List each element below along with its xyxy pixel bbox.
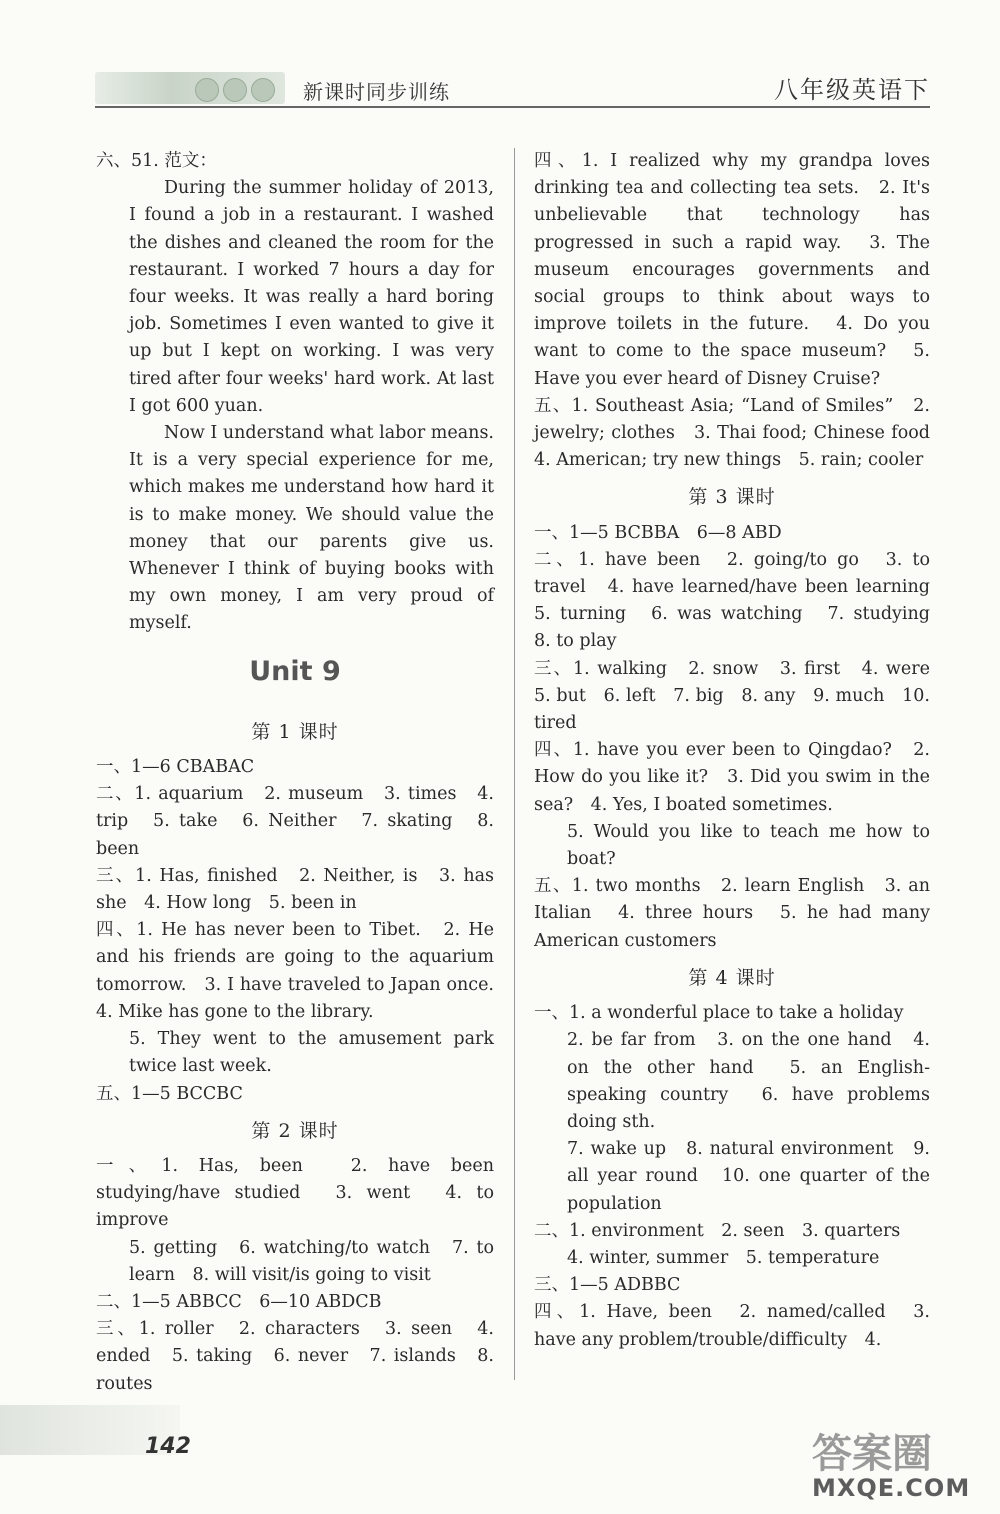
answer-line: 四、1. He has never been to Tibet. 2. He and his friends are going to the aquarium tomorrow. 3. I have traveled to Japan once. 4. Mike has gone to the library. bbox=[96, 920, 512, 1022]
right-column bbox=[534, 148, 948, 1354]
column-divider bbox=[514, 148, 515, 1380]
decor-circle-icon bbox=[195, 78, 219, 102]
answer-line: 五、1—5 BCCBC bbox=[96, 1083, 243, 1104]
answer-line: 一、1. a wonderful place to take a holiday bbox=[534, 1003, 904, 1024]
answer-line: 二、1—5 ABBCC 6—10 ABDCB bbox=[96, 1291, 382, 1312]
answer-line: 5. getting 6. watching/to watch 7. to learn 8. will visit/is going to visit bbox=[129, 1237, 494, 1285]
answer-line: 三、1. roller 2. characters 3. seen 4. ended 5. taking 6. never 7. islands 8. routes bbox=[96, 1319, 494, 1394]
essay-paragraph-1: During the summer holiday of 2013, I found a job in a restaurant. I washed the dishes and cleaned the room for the restaurant. I worked 7 hours a day for four weeks. It was really a hard boring job. Sometimes I even wanted to give it up but I kept on working. I was very tired after four weeks' hard work. At last I got 600 yuan. bbox=[129, 178, 494, 416]
watermark-url: MXQE.COM bbox=[812, 1474, 971, 1502]
lesson-3-title: 第 3 课时 bbox=[688, 486, 776, 509]
decor-circle-icon bbox=[251, 78, 275, 102]
lesson-1-title: 第 1 课时 bbox=[251, 720, 339, 743]
answer-line: 五、1. Southeast Asia; “Land of Smiles” 2. jewelry; clothes 3. Thai food; Chinese food 4. American; try new things 5. rain; cooler bbox=[534, 395, 948, 471]
answer-line: 四、1. I realized why my grandpa loves drinking tea and collecting tea sets. 2. It's unbelievable that technology has progressed in such a rapid way. 3. The museum encourages governments and social groups to think about ways to improve toilets in the future. 4. Do you want to come to the space museum? 5. Have you ever heard of Disney Cruise? bbox=[534, 151, 930, 389]
watermark bbox=[812, 1422, 984, 1502]
answer-line: 一、1—6 CBABAC bbox=[96, 757, 255, 778]
answer-line: 5. Would you like to teach me how to boat? bbox=[567, 821, 930, 870]
answer-line: 三、1. walking 2. snow 3. first 4. were 5. but 6. left 7. big 8. any 9. much 10. tired bbox=[534, 658, 948, 734]
answer-line: 一、1—5 BCBBA 6—8 ABD bbox=[534, 522, 782, 543]
left-column bbox=[96, 148, 512, 1398]
answer-line: 四、1. Have, been 2. named/called 3. have any problem/trouble/difficulty 4. bbox=[534, 1302, 930, 1350]
answer-line: 二、1. aquarium 2. museum 3. times 4. trip 5. take 6. Neither 7. skating 8. been bbox=[96, 784, 494, 859]
answer-line: 二、1. environment 2. seen 3. quarters bbox=[534, 1220, 901, 1241]
page-number: 142 bbox=[145, 1434, 191, 1459]
answer-line: 四、1. have you ever been to Qingdao? 2. How do you like it? 3. Did you swim in the sea? 4. Yes, I boated sometimes. bbox=[534, 740, 930, 815]
answer-line: 二、1. have been 2. going/to go 3. to travel 4. have learned/have been learning 5. turning 6. was watching 7. studying 8. to play bbox=[534, 549, 948, 652]
answer-line: 三、1—5 ADBBC bbox=[534, 1275, 681, 1296]
answer-line: 5. They went to the amusement park twice last week. bbox=[129, 1029, 494, 1077]
answer-line: 7. wake up 8. natural environment 9. all year round 10. one quarter of the population bbox=[567, 1139, 930, 1214]
section-six-intro: 六、51. 范文： bbox=[96, 151, 217, 171]
answer-line: 2. be far from 3. on the one hand 4. on the other hand 5. an English-speaking country 6. have problems doing sth. bbox=[567, 1030, 930, 1132]
page-header bbox=[95, 68, 930, 112]
unit-title: Unit 9 bbox=[249, 655, 341, 687]
subject-label: 八年级英语下 bbox=[774, 76, 930, 104]
answer-line: 4. winter, summer 5. temperature bbox=[567, 1247, 880, 1268]
answer-line: 五、1. two months 2. learn English 3. an Italian 4. three hours 5. he had many American customers bbox=[534, 876, 930, 951]
essay-paragraph-2: Now I understand what labor means. It is a very special experience for me, which makes me understand how hard it is to make money. We should value the money that our parents give us. Whenever I think of buying books with my own money, I am very proud of myself. bbox=[129, 423, 494, 634]
book-title: 新课时同步训练 bbox=[303, 80, 450, 104]
decor-circle-icon bbox=[223, 78, 247, 102]
header-decoration bbox=[95, 72, 285, 104]
answer-line: 三、1. Has, finished 2. Neither, is 3. has she 4. How long 5. been in bbox=[96, 865, 494, 914]
answer-line: 一、1. Has, been 2. have been studying/have studied 3. went 4. to improve bbox=[96, 1155, 494, 1231]
lesson-4-title: 第 4 课时 bbox=[688, 966, 776, 989]
header-divider bbox=[95, 106, 930, 108]
lesson-2-title: 第 2 课时 bbox=[251, 1119, 339, 1142]
watermark-logo: 答案圈 bbox=[812, 1431, 932, 1477]
